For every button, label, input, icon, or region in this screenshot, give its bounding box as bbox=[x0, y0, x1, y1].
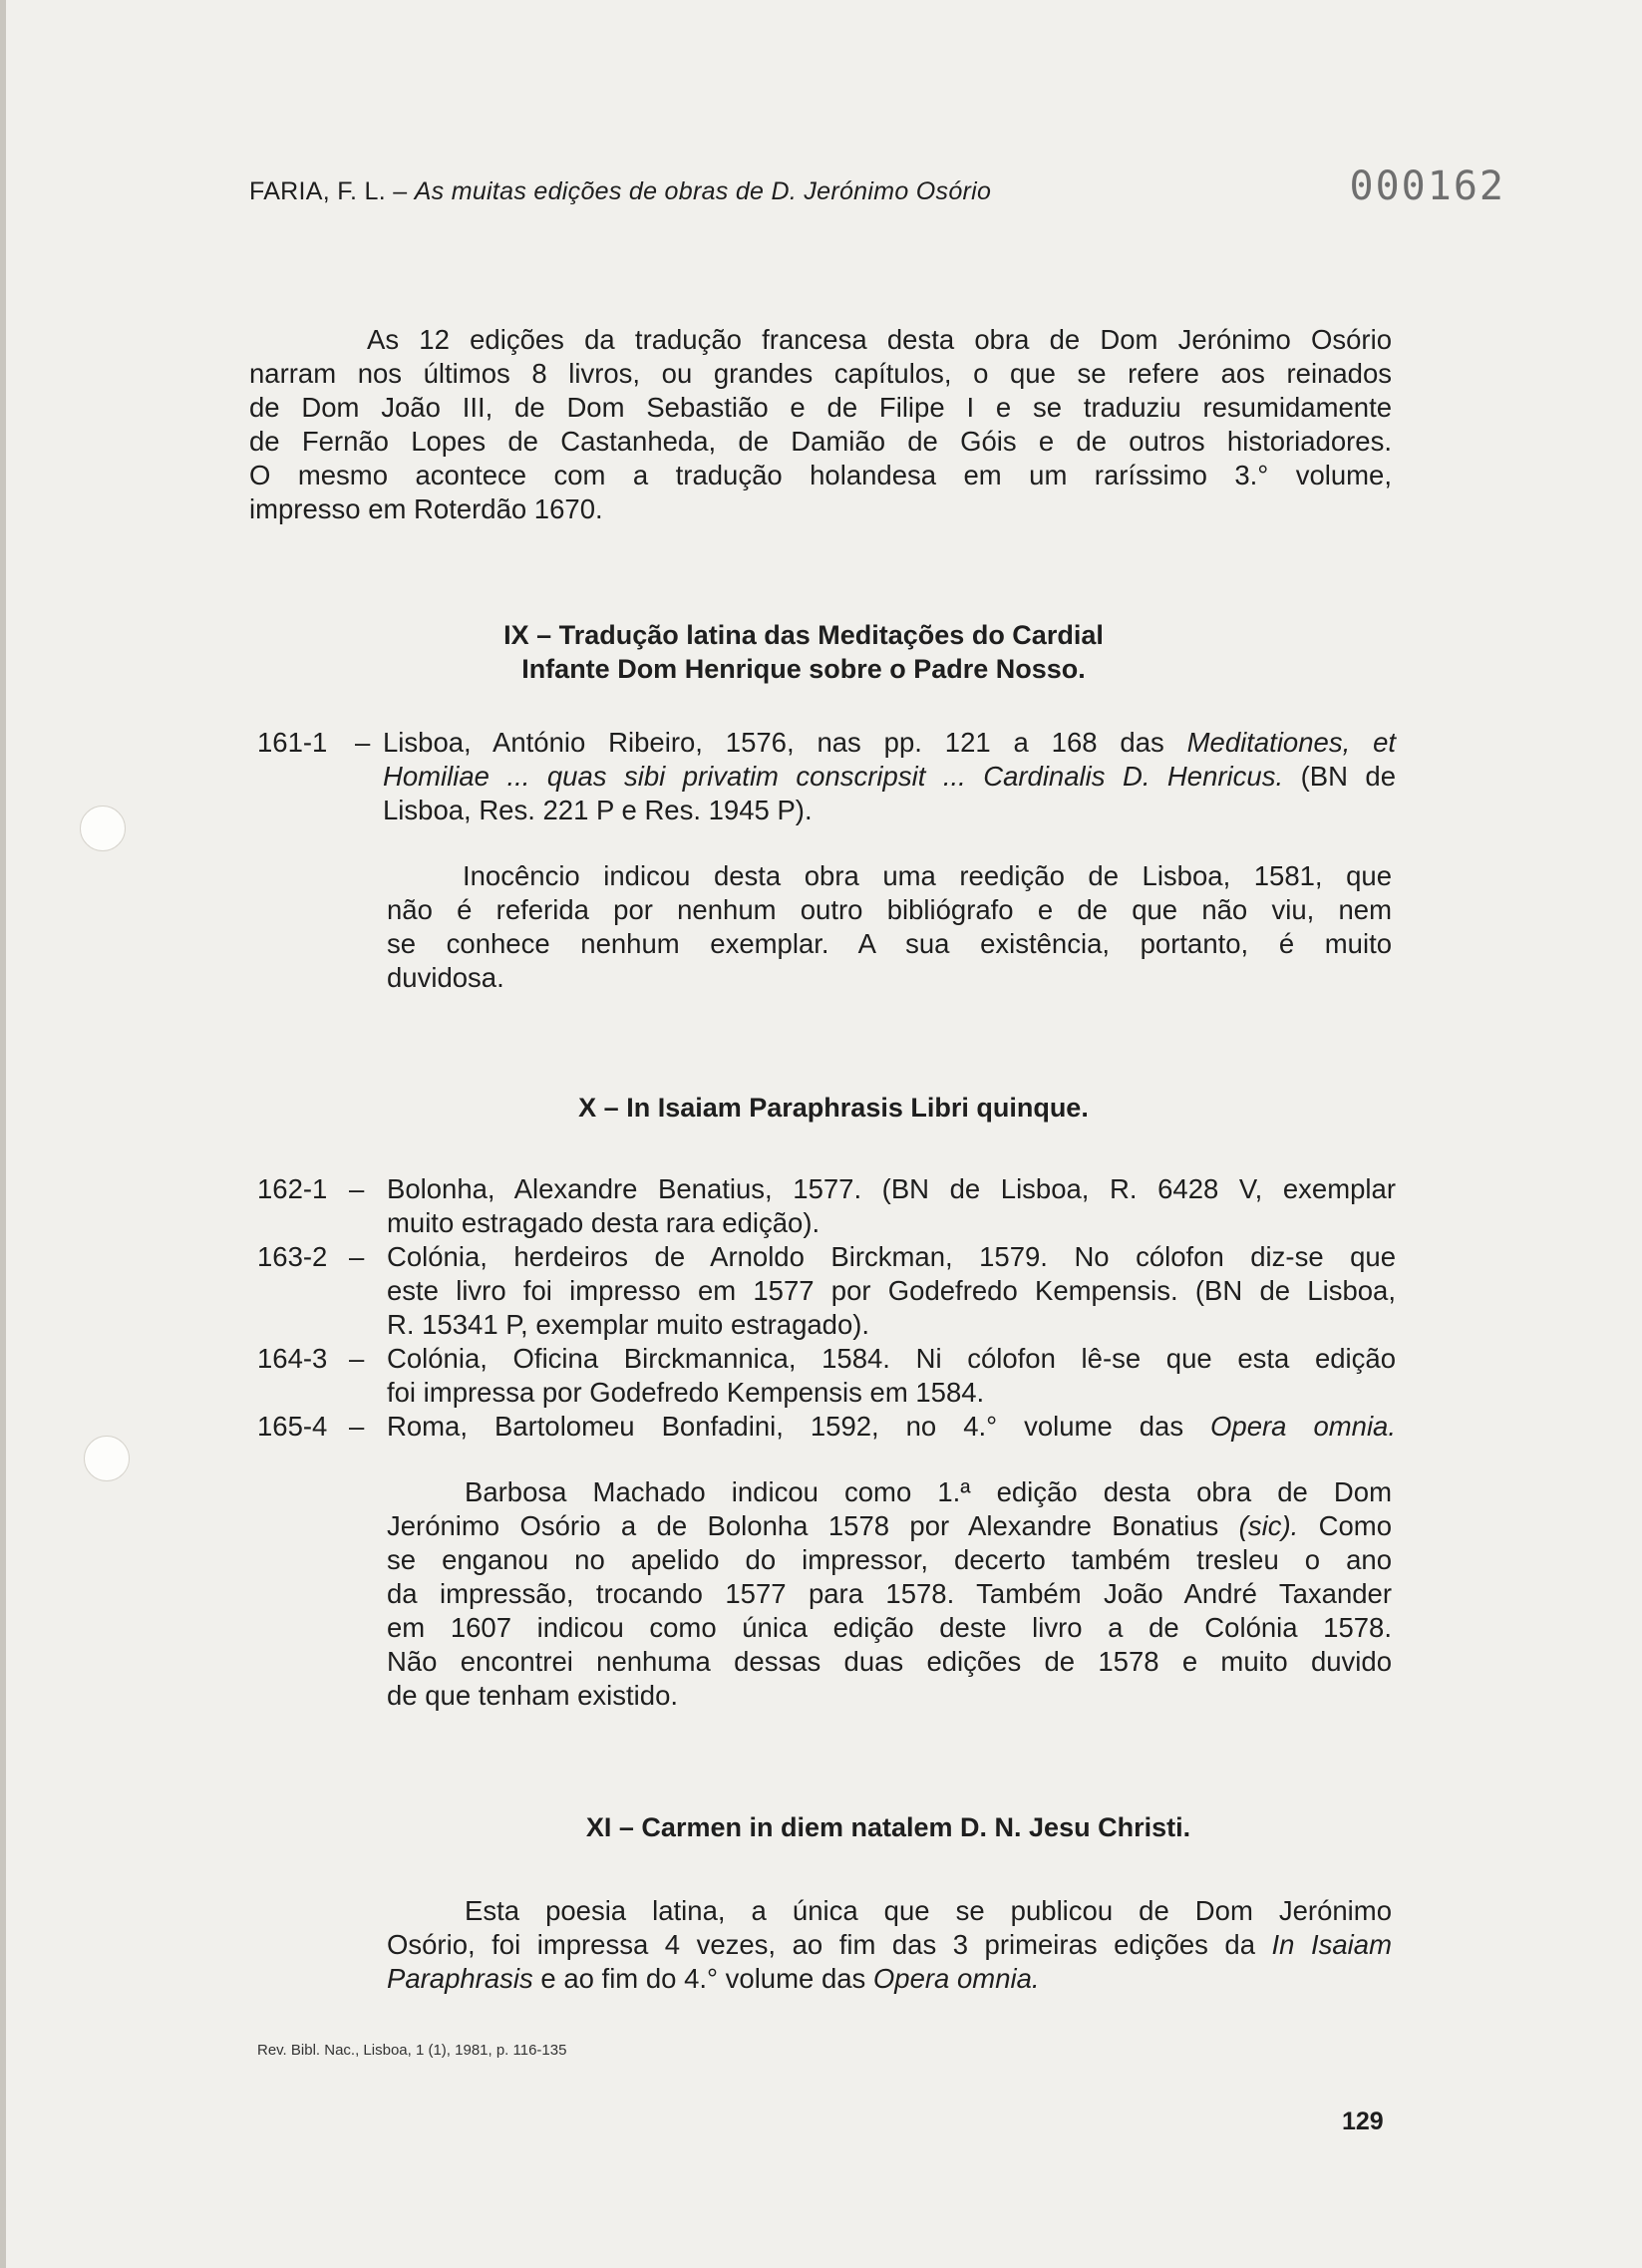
text-line: Colónia, Oficina Birckmannica, 1584. Ni cólofon lê-se que esta edição bbox=[387, 1343, 1396, 1374]
entry-body bbox=[387, 1342, 1396, 1410]
text-run: Lisboa, António Ribeiro, 1576, nas pp. 121 a 168 das bbox=[383, 727, 1187, 758]
text-line bbox=[387, 1410, 1396, 1444]
text-line: R. 15341 P, exemplar muito estragado). bbox=[387, 1309, 870, 1340]
text-line: Barbosa Machado indicou como 1.ª edição desta obra de Dom bbox=[465, 1476, 1392, 1507]
text-line: este livro foi impresso em 1577 por Godefredo Kempensis. (BN de Lisboa, bbox=[387, 1275, 1396, 1306]
text-line: de Fernão Lopes de Castanheda, de Damião de Góis e de outros historiadores. bbox=[249, 426, 1392, 457]
text-line: de que tenham existido. bbox=[387, 1680, 678, 1711]
entry-162-1 bbox=[249, 1172, 1394, 1240]
entry-dash: – bbox=[349, 1343, 365, 1374]
text-line: de Dom João III, de Dom Sebastião e de Filipe I e se traduziu resumidamente bbox=[249, 392, 1392, 423]
header-title: As muitas edições de obras de D. Jerónimo Osório bbox=[414, 177, 992, 205]
text-run: e ao fim do 4.° volume das bbox=[532, 1963, 873, 1994]
text-line: narram nos últimos 8 livros, ou grandes capítulos, o que se refere aos reinados bbox=[249, 358, 1392, 389]
text-line bbox=[383, 726, 1396, 760]
text-run: Roma, Bartolomeu Bonfadini, 1592, no 4.° volume das bbox=[387, 1411, 1211, 1442]
work-title: Homiliae ... quas sibi privatim conscripsit ... Cardinalis D. Henricus. bbox=[383, 761, 1284, 792]
text-line: Lisboa, Res. 221 P e Res. 1945 P). bbox=[383, 795, 813, 825]
work-title: Paraphrasis bbox=[387, 1963, 533, 1994]
entry-number: 163-2 bbox=[257, 1241, 328, 1272]
text-line: Esta poesia latina, a única que se publicou de Dom Jerónimo bbox=[465, 1895, 1392, 1926]
text-line: O mesmo acontece com a tradução holandesa em um raríssimo 3.° volume, bbox=[249, 460, 1392, 490]
page-number: 129 bbox=[1342, 2107, 1384, 2135]
text-line: muito estragado desta rara edição). bbox=[387, 1207, 821, 1238]
text-line: Não encontrei nenhuma dessas duas edições de 1578 e muito duvido bbox=[387, 1646, 1392, 1677]
text-line: Colónia, herdeiros de Arnoldo Birckman, 1579. No cólofon diz-se que bbox=[387, 1241, 1396, 1272]
text-line bbox=[387, 1509, 1392, 1543]
text-line bbox=[387, 1962, 1392, 1996]
entry-164-3 bbox=[249, 1342, 1394, 1410]
entry-body bbox=[383, 726, 1396, 827]
text-line: em 1607 indicou como única edição deste livro a de Colónia 1578. bbox=[387, 1612, 1392, 1643]
work-title: Meditationes, et bbox=[1186, 727, 1397, 758]
entry-body bbox=[387, 1172, 1396, 1240]
text-line: da impressão, trocando 1577 para 1578. Também João André Taxander bbox=[387, 1578, 1392, 1609]
section-ix-heading bbox=[305, 618, 1302, 686]
text-line: foi impressa por Godefredo Kempensis em 1584. bbox=[387, 1377, 985, 1408]
text-run: (BN de bbox=[1283, 761, 1396, 792]
entry-dash: – bbox=[349, 1173, 365, 1204]
journal-reference: Rev. Bibl. Nac., Lisboa, 1 (1), 1981, p. 116-135 bbox=[257, 2042, 567, 2059]
work-title: In Isaiam bbox=[1271, 1929, 1392, 1960]
text-line: se enganou no apelido do impressor, decerto também tresleu o ano bbox=[387, 1544, 1392, 1575]
work-title: Opera omnia. bbox=[872, 1963, 1040, 1994]
text-line: não é referida por nenhum outro bibliógrafo e de que não viu, nem bbox=[387, 894, 1392, 925]
punch-hole bbox=[84, 1436, 130, 1481]
heading-line: IX – Tradução latina das Meditações do Cardial bbox=[503, 620, 1104, 650]
archive-stamp-number: 000162 bbox=[1349, 163, 1505, 209]
entry-dash: – bbox=[355, 727, 371, 758]
text-line bbox=[383, 760, 1396, 794]
text-line: Inocêncio indicou desta obra uma reedição de Lisboa, 1581, que bbox=[463, 860, 1392, 891]
section-x-heading: X – In Isaiam Paraphrasis Libri quinque. bbox=[578, 1093, 1089, 1123]
entry-number: 165-4 bbox=[257, 1411, 328, 1442]
entry-165-4 bbox=[249, 1410, 1394, 1444]
section-xi-heading: XI – Carmen in diem natalem D. N. Jesu Christi. bbox=[585, 1812, 1191, 1842]
header-citation bbox=[249, 177, 991, 206]
entry-number: 161-1 bbox=[257, 727, 328, 758]
text-line: Bolonha, Alexandre Benatius, 1577. (BN de Lisboa, R. 6428 V, exemplar bbox=[387, 1173, 1396, 1204]
entry-number: 162-1 bbox=[257, 1173, 328, 1204]
running-header bbox=[249, 163, 1505, 217]
punch-hole bbox=[80, 806, 126, 851]
entry-body bbox=[387, 1240, 1396, 1342]
heading-line: Infante Dom Henrique sobre o Padre Nosso. bbox=[521, 654, 1086, 684]
section-x-note bbox=[387, 1475, 1392, 1713]
entry-number: 164-3 bbox=[257, 1343, 328, 1374]
text-line: duvidosa. bbox=[387, 962, 504, 993]
text-line: impresso em Roterdão 1670. bbox=[249, 493, 603, 524]
text-run: Como bbox=[1298, 1510, 1392, 1541]
section-xi-note bbox=[387, 1894, 1392, 1996]
entry-161-1 bbox=[249, 726, 1397, 827]
entry-dash: – bbox=[349, 1411, 365, 1442]
text-line: se conhece nenhum exemplar. A sua existência, portanto, é muito bbox=[387, 928, 1392, 959]
text-line bbox=[387, 1928, 1392, 1962]
entry-dash: – bbox=[349, 1241, 365, 1272]
intro-paragraph bbox=[249, 323, 1392, 526]
entry-163-2 bbox=[249, 1240, 1394, 1342]
header-author: FARIA, F. L. – bbox=[249, 177, 408, 205]
work-title: Opera omnia. bbox=[1210, 1411, 1396, 1442]
text-run: Osório, foi impressa 4 vezes, ao fim das 3 primeiras edições da bbox=[387, 1929, 1272, 1960]
text-run: (sic). bbox=[1238, 1510, 1299, 1541]
entry-body bbox=[387, 1410, 1396, 1444]
section-ix-note bbox=[387, 859, 1392, 995]
text-line: As 12 edições da tradução francesa desta obra de Dom Jerónimo Osório bbox=[367, 324, 1392, 355]
text-run: Jerónimo Osório a de Bolonha 1578 por Alexandre Bonatius bbox=[387, 1510, 1239, 1541]
